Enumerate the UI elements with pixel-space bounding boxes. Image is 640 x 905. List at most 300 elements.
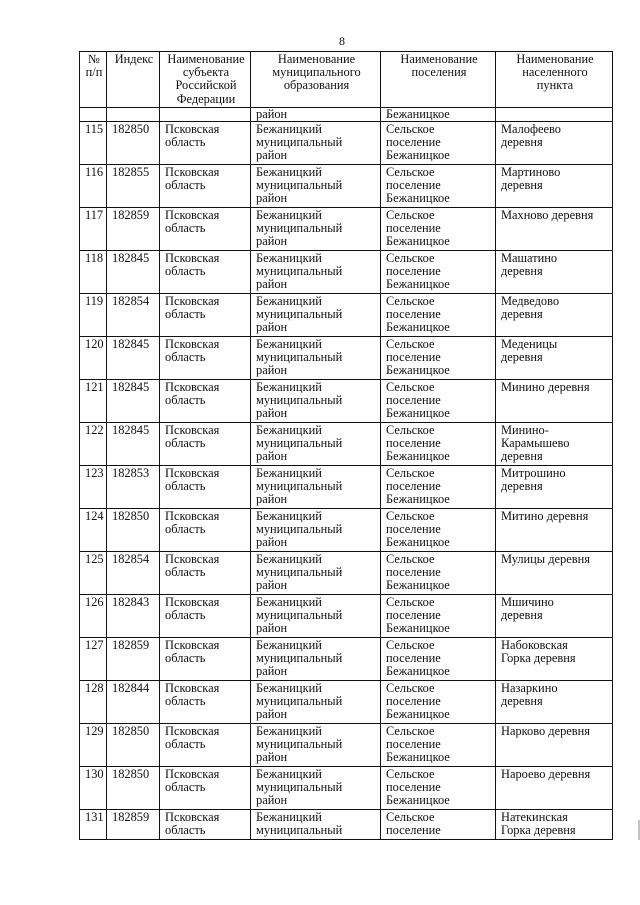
cell-line: Псковская bbox=[165, 208, 220, 222]
cell-municipality bbox=[251, 165, 381, 208]
cell-subject bbox=[160, 767, 251, 810]
cell-line: район bbox=[256, 191, 288, 206]
cell-subject bbox=[160, 681, 251, 724]
cell-num: 130 bbox=[80, 767, 107, 810]
cell-line: Псковская bbox=[165, 337, 220, 351]
cell-index: 182845 bbox=[107, 251, 160, 294]
cell-line: Бежаницкий bbox=[256, 552, 322, 566]
cell-locality bbox=[496, 122, 613, 165]
cell-locality bbox=[496, 108, 613, 122]
table-row bbox=[80, 466, 613, 509]
cell-line: Бежаницкое bbox=[386, 107, 450, 121]
cell-subject bbox=[160, 595, 251, 638]
cell-line: муниципальный bbox=[256, 479, 343, 494]
cell-line: район bbox=[256, 107, 288, 121]
cell-num: 126 bbox=[80, 595, 107, 638]
cell-index: 182854 bbox=[107, 294, 160, 337]
cell-num: 118 bbox=[80, 251, 107, 294]
cell-line: Натекинская bbox=[501, 810, 568, 824]
cell-line: деревня bbox=[501, 350, 543, 365]
cell-line: Сельское bbox=[386, 509, 435, 523]
cell-index: 182844 bbox=[107, 681, 160, 724]
cell-num: 116 bbox=[80, 165, 107, 208]
cell-municipality bbox=[251, 595, 381, 638]
cell-num: 131 bbox=[80, 810, 107, 840]
cell-line: поселение bbox=[386, 651, 441, 666]
table-row bbox=[80, 638, 613, 681]
cell-subject bbox=[160, 122, 251, 165]
cell-line: Сельское bbox=[386, 380, 435, 394]
header-num-line: № bbox=[88, 52, 100, 66]
header-subject-line: субъекта bbox=[182, 65, 230, 80]
cell-num: 124 bbox=[80, 509, 107, 552]
header-municipality-line: образования bbox=[283, 78, 350, 93]
cell-settlement bbox=[381, 337, 496, 380]
cell-line: Мартиново bbox=[501, 165, 561, 179]
cell-line: Горка деревня bbox=[501, 823, 576, 838]
cell-line: Набоковская bbox=[501, 638, 568, 652]
cell-settlement bbox=[381, 122, 496, 165]
header-subject-line: Наименование bbox=[167, 52, 245, 66]
cell-line: область bbox=[165, 651, 206, 666]
cell-line: Махново деревня bbox=[501, 208, 594, 222]
cell-line: Бежаницкое bbox=[386, 148, 450, 163]
cell-subject bbox=[160, 108, 251, 122]
cell-line: поселение bbox=[386, 479, 441, 494]
cell-line: муниципальный bbox=[256, 780, 343, 795]
cell-settlement bbox=[381, 810, 496, 840]
cell-line: муниципальный bbox=[256, 565, 343, 580]
cell-municipality bbox=[251, 767, 381, 810]
cell-line: область bbox=[165, 178, 206, 193]
cell-line: деревня bbox=[501, 449, 543, 464]
header-municipality-line: муниципального bbox=[272, 65, 361, 80]
cell-line: Малофеево bbox=[501, 122, 561, 136]
cell-line: Бежаницкий bbox=[256, 337, 322, 351]
cell-settlement bbox=[381, 108, 496, 122]
cell-line: деревня bbox=[501, 264, 543, 279]
cell-subject bbox=[160, 638, 251, 681]
cell-index: 182853 bbox=[107, 466, 160, 509]
table-row bbox=[80, 337, 613, 380]
cell-line: Псковская bbox=[165, 595, 220, 609]
cell-num: 115 bbox=[80, 122, 107, 165]
cell-line: Сельское bbox=[386, 294, 435, 308]
cell-municipality bbox=[251, 380, 381, 423]
cell-num: 123 bbox=[80, 466, 107, 509]
cell-line: деревня bbox=[501, 307, 543, 322]
cell-num: 127 bbox=[80, 638, 107, 681]
cell-line: муниципальный bbox=[256, 221, 343, 236]
cell-line: область bbox=[165, 264, 206, 279]
table-header bbox=[80, 52, 613, 108]
cell-line: Медведово bbox=[501, 294, 560, 308]
cell-line: район bbox=[256, 234, 288, 249]
cell-locality bbox=[496, 767, 613, 810]
cell-line: муниципальный bbox=[256, 307, 343, 322]
cell-municipality bbox=[251, 509, 381, 552]
cell-line: Бежаницкий bbox=[256, 810, 322, 824]
cell-line: Сельское bbox=[386, 681, 435, 695]
cell-line: Митрошино bbox=[501, 466, 566, 480]
cell-line: Бежаницкий bbox=[256, 724, 322, 738]
cell-line: муниципальный bbox=[256, 393, 343, 408]
cell-line: район bbox=[256, 320, 288, 335]
cell-settlement bbox=[381, 380, 496, 423]
cell-settlement bbox=[381, 509, 496, 552]
table-row bbox=[80, 294, 613, 337]
cell-line: муниципальный bbox=[256, 651, 343, 666]
cell-settlement bbox=[381, 595, 496, 638]
cell-line: Бежаницкий bbox=[256, 208, 322, 222]
cell-line: деревня bbox=[501, 479, 543, 494]
header-locality bbox=[496, 52, 613, 108]
cell-settlement bbox=[381, 165, 496, 208]
cell-line: Горка деревня bbox=[501, 651, 576, 666]
cell-line: деревня bbox=[501, 694, 543, 709]
locality-register-table bbox=[79, 51, 613, 840]
cell-municipality bbox=[251, 681, 381, 724]
cell-line: область bbox=[165, 522, 206, 537]
cell-settlement bbox=[381, 681, 496, 724]
cell-line: Псковская bbox=[165, 466, 220, 480]
cell-line: область bbox=[165, 135, 206, 150]
cell-line: Сельское bbox=[386, 208, 435, 222]
table-row bbox=[80, 251, 613, 294]
cell-num: 125 bbox=[80, 552, 107, 595]
cell-municipality bbox=[251, 208, 381, 251]
cell-subject bbox=[160, 552, 251, 595]
cell-line: область bbox=[165, 608, 206, 623]
table-row bbox=[80, 509, 613, 552]
cell-num: 128 bbox=[80, 681, 107, 724]
cell-index: 182845 bbox=[107, 337, 160, 380]
cell-line: район bbox=[256, 148, 288, 163]
cell-line: поселение bbox=[386, 823, 441, 838]
cell-line: Минино деревня bbox=[501, 380, 590, 394]
cell-line: поселение bbox=[386, 264, 441, 279]
cell-index: 182850 bbox=[107, 767, 160, 810]
cell-line: Сельское bbox=[386, 337, 435, 351]
cell-line: район bbox=[256, 363, 288, 378]
cell-line: муниципальный bbox=[256, 694, 343, 709]
cell-settlement bbox=[381, 638, 496, 681]
cell-locality bbox=[496, 595, 613, 638]
cell-line: область bbox=[165, 221, 206, 236]
cell-line: Сельское bbox=[386, 810, 435, 824]
cell-line: Бежаницкий bbox=[256, 423, 322, 437]
cell-locality bbox=[496, 165, 613, 208]
cell-num: 120 bbox=[80, 337, 107, 380]
cell-index: 182850 bbox=[107, 509, 160, 552]
cell-subject bbox=[160, 165, 251, 208]
table-row bbox=[80, 767, 613, 810]
cell-municipality bbox=[251, 122, 381, 165]
cell-municipality bbox=[251, 466, 381, 509]
header-subject-line: Федерации bbox=[176, 91, 236, 106]
cell-line: Бежаницкое bbox=[386, 320, 450, 335]
cell-line: поселение bbox=[386, 608, 441, 623]
cell-line: Сельское bbox=[386, 165, 435, 179]
table-row bbox=[80, 380, 613, 423]
cell-line: Псковская bbox=[165, 122, 220, 136]
cell-line: Машатино bbox=[501, 251, 558, 265]
cell-municipality bbox=[251, 108, 381, 122]
cell-line: район bbox=[256, 492, 288, 507]
cell-line: поселение bbox=[386, 780, 441, 795]
cell-line: район bbox=[256, 664, 288, 679]
cell-line: Бежаницкое bbox=[386, 277, 450, 292]
cell-line: Бежаницкое bbox=[386, 621, 450, 636]
cell-index: 182845 bbox=[107, 380, 160, 423]
cell-line: район bbox=[256, 277, 288, 292]
cell-num: 121 bbox=[80, 380, 107, 423]
header-locality-line: населенного bbox=[522, 65, 588, 80]
cell-subject bbox=[160, 294, 251, 337]
cell-line: Бежаницкий bbox=[256, 509, 322, 523]
cell-index: 182859 bbox=[107, 810, 160, 840]
cell-index bbox=[107, 108, 160, 122]
cell-num: 129 bbox=[80, 724, 107, 767]
cell-subject bbox=[160, 423, 251, 466]
cell-line: Назаркино bbox=[501, 681, 558, 695]
cell-locality bbox=[496, 810, 613, 840]
cell-line: Псковская bbox=[165, 423, 220, 437]
cell-locality bbox=[496, 251, 613, 294]
cell-line: поселение bbox=[386, 393, 441, 408]
cell-line: муниципальный bbox=[256, 823, 343, 838]
cell-settlement bbox=[381, 423, 496, 466]
cell-line: муниципальный bbox=[256, 350, 343, 365]
cell-settlement bbox=[381, 294, 496, 337]
cell-line: область bbox=[165, 780, 206, 795]
cell-line: Бежаницкий bbox=[256, 122, 322, 136]
cell-subject bbox=[160, 380, 251, 423]
cell-line: поселение bbox=[386, 307, 441, 322]
cell-line: Псковская bbox=[165, 251, 220, 265]
cell-line: область bbox=[165, 479, 206, 494]
cell-index: 182850 bbox=[107, 724, 160, 767]
cell-line: Псковская bbox=[165, 509, 220, 523]
cell-subject bbox=[160, 466, 251, 509]
cell-line: Сельское bbox=[386, 767, 435, 781]
cell-line: Бежаницкое bbox=[386, 578, 450, 593]
cell-locality bbox=[496, 681, 613, 724]
table-body bbox=[80, 108, 613, 840]
cell-line: деревня bbox=[501, 178, 543, 193]
cell-municipality bbox=[251, 423, 381, 466]
cell-municipality bbox=[251, 294, 381, 337]
cell-line: муниципальный bbox=[256, 608, 343, 623]
cell-line: Бежаницкое bbox=[386, 449, 450, 464]
cell-line: Бежаницкое bbox=[386, 664, 450, 679]
cell-subject bbox=[160, 337, 251, 380]
cell-line: район bbox=[256, 449, 288, 464]
cell-line: район bbox=[256, 750, 288, 765]
table-row bbox=[80, 552, 613, 595]
cell-line: муниципальный bbox=[256, 178, 343, 193]
cell-line: муниципальный bbox=[256, 522, 343, 537]
cell-line: Сельское bbox=[386, 724, 435, 738]
cell-line: район bbox=[256, 793, 288, 808]
cell-municipality bbox=[251, 724, 381, 767]
cell-line: Бежаницкое bbox=[386, 406, 450, 421]
cell-line: Бежаницкий bbox=[256, 251, 322, 265]
table-row bbox=[80, 595, 613, 638]
cell-line: Бежаницкое bbox=[386, 535, 450, 550]
cell-line: поселение bbox=[386, 737, 441, 752]
cell-line: муниципальный bbox=[256, 264, 343, 279]
cell-line: район bbox=[256, 406, 288, 421]
cell-line: поселение bbox=[386, 694, 441, 709]
cell-index: 182855 bbox=[107, 165, 160, 208]
cell-num: 119 bbox=[80, 294, 107, 337]
header-settlement bbox=[381, 52, 496, 108]
table-row bbox=[80, 165, 613, 208]
cell-locality bbox=[496, 509, 613, 552]
cell-line: Бежаницкий bbox=[256, 466, 322, 480]
cell-locality bbox=[496, 294, 613, 337]
table-row bbox=[80, 681, 613, 724]
cell-line: Бежаницкий bbox=[256, 638, 322, 652]
cell-line: область bbox=[165, 393, 206, 408]
cell-line: Псковская bbox=[165, 681, 220, 695]
header-subject-line: Российской bbox=[175, 78, 237, 93]
cell-line: Нароево деревня bbox=[501, 767, 591, 781]
cell-index: 182850 bbox=[107, 122, 160, 165]
cell-subject bbox=[160, 251, 251, 294]
table-row bbox=[80, 423, 613, 466]
cell-num: 122 bbox=[80, 423, 107, 466]
cell-line: Сельское bbox=[386, 552, 435, 566]
table-row bbox=[80, 724, 613, 767]
cell-line: Бежаницкий bbox=[256, 294, 322, 308]
cell-subject bbox=[160, 724, 251, 767]
cell-line: Минино- bbox=[501, 423, 549, 437]
header-municipality bbox=[251, 52, 381, 108]
header-subject bbox=[160, 52, 251, 108]
cell-line: область bbox=[165, 823, 206, 838]
cell-line: Мулицы деревня bbox=[501, 552, 590, 566]
table-row bbox=[80, 122, 613, 165]
cell-municipality bbox=[251, 337, 381, 380]
cell-line: Псковская bbox=[165, 552, 220, 566]
header-locality-line: Наименование bbox=[516, 52, 594, 66]
header-index bbox=[107, 52, 160, 108]
cell-line: Сельское bbox=[386, 423, 435, 437]
table-row bbox=[80, 208, 613, 251]
cell-line: Сельское bbox=[386, 251, 435, 265]
cell-line: район bbox=[256, 707, 288, 722]
cell-subject bbox=[160, 208, 251, 251]
header-settlement-line: Наименование bbox=[400, 52, 478, 66]
cell-line: Бежаницкое bbox=[386, 363, 450, 378]
cell-settlement bbox=[381, 552, 496, 595]
cell-line: Карамышево bbox=[501, 436, 570, 451]
cell-line: деревня bbox=[501, 135, 543, 150]
continuation-row bbox=[80, 108, 613, 122]
cell-locality bbox=[496, 208, 613, 251]
cell-line: район bbox=[256, 578, 288, 593]
cell-locality bbox=[496, 466, 613, 509]
cell-line: муниципальный bbox=[256, 737, 343, 752]
cell-line: деревня bbox=[501, 608, 543, 623]
cell-line: Бежаницкий bbox=[256, 380, 322, 394]
cell-settlement bbox=[381, 767, 496, 810]
cell-line: Сельское bbox=[386, 466, 435, 480]
cell-line: Меденицы bbox=[501, 337, 558, 351]
header-municipality-line: Наименование bbox=[277, 52, 356, 66]
cell-municipality bbox=[251, 251, 381, 294]
cell-line: Псковская bbox=[165, 724, 220, 738]
cell-settlement bbox=[381, 251, 496, 294]
cell-line: район bbox=[256, 621, 288, 636]
cell-line: Бежаницкий bbox=[256, 595, 322, 609]
cell-line: Бежаницкое bbox=[386, 750, 450, 765]
page-number: 8 bbox=[339, 34, 345, 48]
cell-num bbox=[80, 108, 107, 122]
cell-line: поселение bbox=[386, 221, 441, 236]
cell-settlement bbox=[381, 208, 496, 251]
cell-line: область bbox=[165, 350, 206, 365]
header-settlement-line: поселения bbox=[411, 65, 467, 80]
cell-line: область bbox=[165, 436, 206, 451]
cell-line: Бежаницкое bbox=[386, 191, 450, 206]
cell-municipality bbox=[251, 552, 381, 595]
cell-line: область bbox=[165, 737, 206, 752]
cell-line: Псковская bbox=[165, 294, 220, 308]
cell-locality bbox=[496, 337, 613, 380]
cell-line: Бежаницкое bbox=[386, 234, 450, 249]
cell-line: Мшичино bbox=[501, 595, 554, 609]
cell-locality bbox=[496, 724, 613, 767]
cell-locality bbox=[496, 380, 613, 423]
cell-line: Нарково деревня bbox=[501, 724, 590, 738]
cell-settlement bbox=[381, 724, 496, 767]
cell-line: район bbox=[256, 535, 288, 550]
cell-line: Псковская bbox=[165, 767, 220, 781]
cell-line: муниципальный bbox=[256, 436, 343, 451]
cell-line: Сельское bbox=[386, 122, 435, 136]
cell-line: поселение bbox=[386, 350, 441, 365]
cell-line: Псковская bbox=[165, 165, 220, 179]
cell-num: 117 bbox=[80, 208, 107, 251]
cell-municipality bbox=[251, 810, 381, 840]
cell-index: 182845 bbox=[107, 423, 160, 466]
cell-line: Митино деревня bbox=[501, 509, 589, 523]
cell-index: 182854 bbox=[107, 552, 160, 595]
cell-locality bbox=[496, 638, 613, 681]
cell-subject bbox=[160, 810, 251, 840]
header-locality-line: пункта bbox=[536, 78, 574, 93]
cell-line: Бежаницкий bbox=[256, 165, 322, 179]
cell-line: Бежаницкое bbox=[386, 793, 450, 808]
cell-index: 182843 bbox=[107, 595, 160, 638]
cell-line: Бежаницкий bbox=[256, 681, 322, 695]
cell-line: муниципальный bbox=[256, 135, 343, 150]
cell-line: Псковская bbox=[165, 380, 220, 394]
cell-line: Бежаницкое bbox=[386, 707, 450, 722]
cell-line: Псковская bbox=[165, 638, 220, 652]
cell-line: Сельское bbox=[386, 595, 435, 609]
cell-index: 182859 bbox=[107, 638, 160, 681]
cell-locality bbox=[496, 552, 613, 595]
cell-line: Бежаницкое bbox=[386, 492, 450, 507]
header-index-line: Индекс bbox=[114, 52, 154, 66]
cell-line: область bbox=[165, 307, 206, 322]
cell-municipality bbox=[251, 638, 381, 681]
header-num-line: п/п bbox=[85, 65, 103, 80]
